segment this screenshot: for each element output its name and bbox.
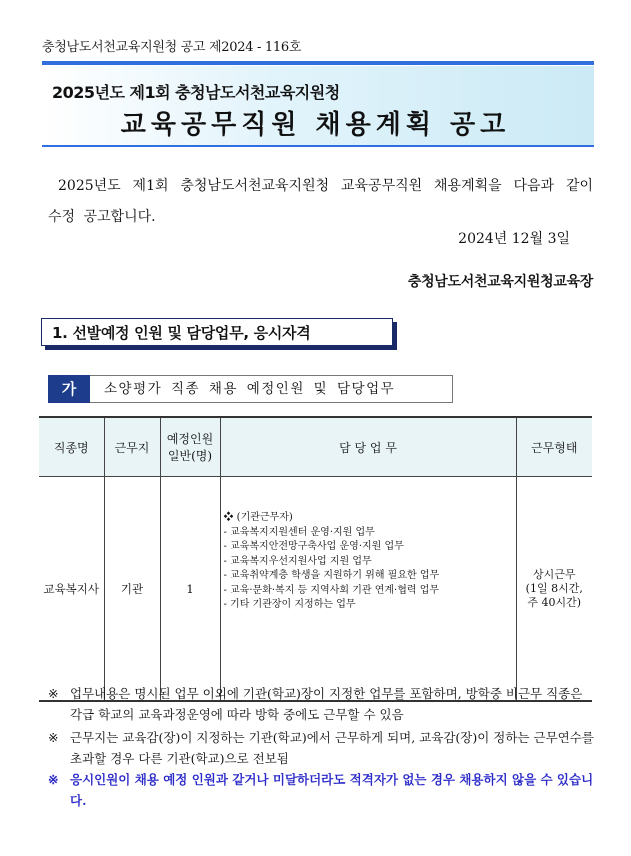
section-heading: 1. 선발예정 인원 및 담당업무, 응시자격 bbox=[41, 318, 393, 346]
issuer-name: 충청남도서천교육지원청교육장 bbox=[407, 274, 593, 290]
note-text: 근무지는 교육감(장)이 지정하는 기관(학교)에서 근무하게 되며, 교육감(장)이 정하는 근무연수를 초과할 경우 다른 기관(학교)으로 전보됨 bbox=[70, 730, 594, 766]
duty-item: - 교육취약계층 학생을 지원하기 위해 필요한 업무 bbox=[223, 570, 440, 581]
header-job: 직종명 bbox=[39, 417, 104, 477]
note-item bbox=[48, 727, 596, 769]
title-subheading: 2025년도 제1회 충청남도서천교육지원청 bbox=[52, 83, 340, 102]
note-text: 응시인원이 채용 예정 인원과 같거나 미달하더라도 적격자가 없는 경우 채용하지 않을 수 있습니다. bbox=[70, 772, 594, 808]
title-top-rule bbox=[42, 61, 594, 65]
duty-item: - 교육·문화·복지 등 지역사회 기관 연계·협력 업무 bbox=[223, 584, 440, 596]
cell-job: 교육복지사 bbox=[39, 477, 104, 702]
table-header-row bbox=[39, 417, 592, 477]
type-line: 상시근무 bbox=[532, 567, 576, 581]
cell-workplace: 기관 bbox=[104, 477, 160, 702]
note-text: 업무내용은 명시된 업무 이외에 기관(학교)장이 지정한 업무를 포함하며, 방학중 비근무 직종은 각급 학교의 교육과정운영에 따라 방학 중에도 근무할 수 있음 bbox=[70, 686, 583, 722]
header-count-line1: 예정인원 bbox=[166, 432, 214, 446]
intro-paragraph: 2025년도 제1회 충청남도서천교육지원청 교육공무직원 채용계획을 다음과 같이 수정 공고합니다. bbox=[48, 178, 593, 225]
duty-item: - 기타 기관장이 지정하는 업무 bbox=[223, 599, 356, 610]
note-item-emphasis bbox=[48, 769, 596, 811]
subsection-badge: 가 bbox=[48, 375, 90, 403]
header-count bbox=[160, 417, 220, 477]
header-workplace: 근무지 bbox=[104, 417, 160, 477]
note-mark: ※ bbox=[48, 772, 59, 787]
table-row bbox=[39, 477, 592, 702]
header-type: 근무형태 bbox=[516, 417, 592, 477]
note-mark: ※ bbox=[48, 730, 59, 745]
duty-item: - 교육복지우선지원사업 지원 업무 bbox=[223, 555, 372, 567]
cell-count: 1 bbox=[160, 477, 220, 702]
type-line: (1일 8시간, bbox=[525, 581, 583, 595]
note-mark: ※ bbox=[48, 686, 59, 701]
note-item bbox=[48, 683, 596, 725]
duty-item: - 교육복지지원센터 운영·지원 업무 bbox=[223, 526, 375, 538]
header-duties: 담 당 업 무 bbox=[220, 417, 516, 477]
page-title: 교육공무직원 채용계획 공고 bbox=[120, 110, 511, 140]
subsection-title: 소양평가 직종 채용 예정인원 및 담당업무 bbox=[104, 381, 396, 397]
recruitment-table bbox=[39, 416, 592, 702]
duties-title: ❖ (기관근무자) bbox=[223, 512, 293, 523]
type-line: 주 40시간) bbox=[527, 595, 582, 609]
cell-duties bbox=[220, 477, 516, 702]
announcement-date: 2024년 12월 3일 bbox=[458, 231, 570, 247]
title-bottom-rule bbox=[42, 145, 594, 147]
cell-type bbox=[516, 477, 592, 702]
duty-item: - 교육복지안전망구축사업 운영·지원 업무 bbox=[223, 541, 404, 552]
header-count-line2: 일반(명) bbox=[167, 449, 213, 463]
notice-number: 충청남도서천교육지원청 공고 제2024 - 116호 bbox=[42, 40, 302, 55]
